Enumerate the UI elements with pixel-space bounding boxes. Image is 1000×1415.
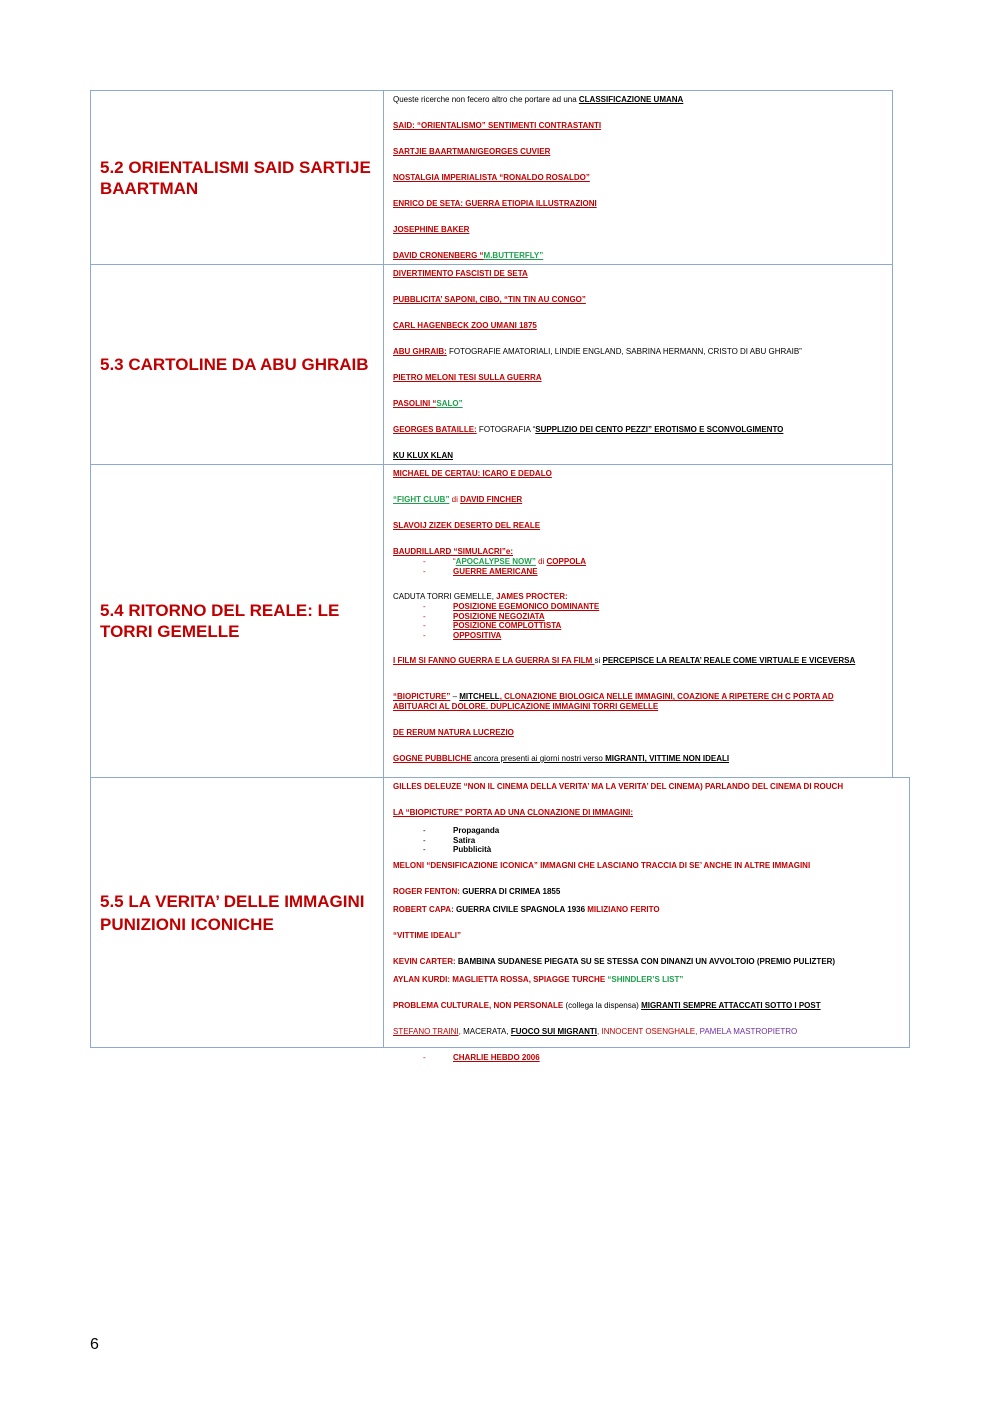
text-run: “FIGHT CLUB”	[393, 495, 450, 504]
line	[393, 521, 892, 531]
list-item	[393, 826, 909, 836]
line	[393, 495, 892, 505]
section-5-5-content	[384, 778, 909, 1062]
list-item	[393, 836, 909, 846]
text-run: POSIZIONE COMPLOTTISTA	[453, 621, 562, 630]
text-run: I FILM SI FANNO GUERRA E LA GUERRA SI FA FILM	[393, 656, 595, 665]
text-run: GOGNE PUBBLICHE	[393, 754, 472, 763]
section-5-2-row	[90, 90, 893, 264]
list-item	[393, 1053, 909, 1063]
line	[393, 399, 892, 409]
text-run: “BIOPICTURE”	[393, 692, 451, 701]
text-run: “SHINDLER’S LIST”	[607, 974, 684, 984]
line	[393, 425, 892, 435]
line	[393, 1027, 909, 1037]
line	[393, 975, 909, 985]
section-5-3-title: 5.3 CARTOLINE DA ABU GHRAIB	[100, 355, 369, 374]
list-item	[393, 845, 909, 855]
text-run: MILIZIANO FERITO	[587, 904, 660, 914]
line	[393, 225, 892, 235]
text-run: FOTOGRAFIE AMATORIALI, LINDIE ENGLAND, SABRINA HERMANN, CRISTO DI ABU GHRAIB”	[446, 347, 802, 356]
text-run: SARTJIE BAARTMAN/GEORGES CUVIER	[393, 147, 551, 156]
section-5-2-title-cell	[91, 91, 384, 264]
line	[393, 469, 892, 479]
list-item-text	[453, 845, 491, 854]
section-5-4-title-cell	[91, 465, 384, 777]
text-run: BAMBINA SUDANESE PIEGATA SU SE STESSA CON DINANZI UN AVVOLTOIO (PREMIO PULIZTER)	[455, 956, 836, 966]
list-item-text	[453, 826, 499, 835]
text-run: ABU GHRAIB:	[393, 347, 447, 356]
list-item-text	[453, 621, 561, 630]
bullet-dash-icon: -	[423, 566, 426, 576]
text-run: STEFANO TRAINI,	[393, 1026, 461, 1036]
text-run: –	[450, 692, 460, 701]
list-item	[393, 612, 892, 622]
text-run: Queste ricerche non fecero altro che portare ad una	[393, 95, 579, 104]
line	[393, 451, 892, 461]
clonazione-sublist	[393, 826, 909, 855]
bullet-dash-icon: -	[423, 845, 426, 854]
line	[393, 861, 909, 871]
text-run: GUERRA CIVILE SPAGNOLA 1936	[453, 904, 588, 914]
line	[393, 173, 892, 183]
text-run: MACERATA,	[460, 1026, 511, 1036]
text-run: di	[449, 495, 461, 504]
text-run: OPPOSITIVA	[453, 630, 502, 640]
section-5-5-title-cell	[91, 778, 384, 1047]
text-run: FOTOGRAFIA “	[476, 425, 536, 434]
line	[393, 728, 892, 738]
text-run: DIVERTIMENTO FASCISTI DE SETA	[393, 269, 528, 278]
section-5-4-content	[384, 465, 892, 777]
text-run: PROBLEMA CULTURALE, NON PERSONALE	[393, 1000, 564, 1010]
text-run: SUPPLIZIO DEI CENTO PEZZI” EROTISMO E SCONVOLGIMENTO	[535, 425, 784, 434]
text-run: FUOCO SUI MIGRANTI	[510, 1026, 598, 1036]
text-run: CHARLIE HEBDO 2006	[453, 1052, 540, 1062]
text-run: , INNOCENT OSENGHALE,	[597, 1026, 700, 1036]
text-run: Satira	[453, 835, 476, 845]
text-run: DAVID CRONENBERG “	[393, 251, 484, 260]
text-run: Propaganda	[453, 826, 500, 835]
section-5-5-row	[90, 777, 910, 1062]
list-item	[393, 621, 892, 631]
text-run: “VITTIME IDEALI”	[393, 930, 461, 940]
line	[393, 269, 892, 279]
list-item-text	[453, 612, 545, 621]
text-run: di	[535, 557, 547, 566]
text-run: PUBBLICITA’ SAPONI, CIBO, “TIN TIN AU CONGO”	[393, 295, 586, 304]
text-run: CARL HAGENBECK ZOO UMANI 1875	[393, 321, 537, 330]
line	[393, 147, 892, 157]
line	[393, 957, 909, 967]
text-run: ROBERT CAPA:	[393, 904, 454, 914]
text-run: CADUTA TORRI GEMELLE,	[393, 592, 497, 601]
baudrillard-sublist	[393, 557, 892, 576]
line	[393, 754, 892, 764]
text-run: ROGER FENTON:	[393, 886, 460, 896]
line	[393, 547, 892, 557]
text-run: APOCALYPSE NOW”	[455, 557, 536, 566]
procter-positions-list	[393, 602, 892, 640]
bullet-dash-icon: -	[423, 557, 426, 566]
text-run: GUERRA DI CRIMEA 1855	[459, 886, 561, 896]
section-5-2-title: 5.2 ORIENTALISMI SAID SARTIJE BAARTMAN	[100, 157, 371, 198]
text-run: (collega la dispensa)	[563, 1000, 642, 1010]
text-run: JAMES PROCTER:	[496, 592, 568, 601]
text-run: , CLONAZIONE BIOLOGICA NELLE IMMAGINI, COAZIONE A RIPETERE CH C PORTA AD ABITUARCI AL DOLORE. DUPLICAZIONE IMMAGINI TORRI GEMELLE	[393, 692, 834, 711]
list-item-text	[453, 557, 586, 566]
text-run: NOSTALGIA IMPERIALISTA “RONALDO ROSALDO”	[393, 173, 590, 182]
line	[393, 1001, 909, 1011]
list-item	[393, 631, 892, 641]
charlie-hebdo-sublist	[393, 1053, 909, 1063]
line	[393, 199, 892, 209]
text-run: CLASSIFICAZIONE UMANA	[578, 95, 684, 104]
text-run: AYLAN KURDI: MAGLIETTA ROSSA, SPIAGGE TURCHE	[393, 974, 608, 984]
text-run: KU KLUX KLAN	[393, 451, 453, 460]
bullet-dash-icon: -	[423, 630, 426, 640]
list-item	[393, 567, 892, 577]
line	[393, 295, 892, 305]
text-run: “	[453, 557, 456, 566]
list-item-text	[453, 836, 475, 845]
text-run: SALO”	[436, 399, 463, 408]
section-5-3-row	[90, 264, 893, 464]
bullet-dash-icon: -	[423, 835, 426, 845]
bullet-dash-icon: -	[423, 1052, 426, 1062]
line	[393, 321, 892, 331]
line	[393, 692, 892, 712]
bullet-dash-icon: -	[423, 826, 426, 835]
list-item-text	[453, 602, 599, 611]
text-run: GUERRE AMERICANE	[453, 566, 538, 576]
line	[393, 656, 892, 666]
section-5-3-title-cell	[91, 265, 384, 464]
text-run: PERCEPISCE LA REALTA’ REALE COME VIRTUALE E VICEVERSA	[602, 656, 856, 665]
text-run: MELONI “DENSIFICAZIONE ICONICA” IMMAGNI CHE LASCIANO TRACCIA DI SE’ ANCHE IN ALTRE IMMAGINI	[393, 860, 811, 870]
line	[393, 905, 909, 915]
section-5-4-title: 5.4 RITORNO DEL REALE: LE TORRI GEMELLE	[100, 601, 340, 641]
text-run: LA “BIOPICTURE” PORTA AD UNA CLONAZIONE DI IMMAGINI:	[393, 808, 633, 817]
section-5-2-content	[384, 91, 892, 264]
text-run: M.BUTTERFLY”	[483, 251, 544, 260]
text-run: KEVIN CARTER:	[393, 956, 456, 966]
text-run: SLAVOIJ ZIZEK DESERTO DEL REALE	[393, 521, 541, 530]
text-run: GEORGES BATAILLE:	[393, 425, 477, 434]
section-5-3-content	[384, 265, 892, 464]
text-run: POSIZIONE EGEMONICO DOMINANTE	[453, 602, 600, 611]
list-item	[393, 602, 892, 612]
line	[393, 95, 892, 105]
text-run: DAVID FINCHER	[460, 495, 523, 504]
line	[393, 931, 909, 941]
section-5-5-title: 5.5 LA VERITA’ DELLE IMMAGINI PUNIZIONI ICONICHE	[100, 891, 365, 934]
text-run: DE RERUM NATURA LUCREZIO	[393, 728, 514, 737]
section-5-4-row	[90, 464, 893, 777]
list-item	[393, 557, 892, 567]
text-run: PIETRO MELONI TESI SULLA GUERRA	[393, 373, 542, 382]
text-run: PASOLINI “	[393, 399, 437, 408]
line	[393, 347, 892, 357]
text-run: COPPOLA	[546, 557, 587, 566]
text-run: MIGRANTI SEMPRE ATTACCATI SOTTO I POST	[641, 1000, 821, 1010]
line	[393, 251, 892, 261]
list-item-text	[453, 631, 501, 640]
line	[393, 782, 909, 792]
line	[393, 373, 892, 383]
text-run: ancora presenti ai giorni nostri verso	[471, 754, 606, 763]
line	[393, 592, 892, 602]
page-number: 6	[90, 1336, 99, 1353]
line	[393, 808, 909, 818]
text-run: BAUDRILLARD “SIMULACRI”e:	[393, 547, 513, 556]
text-run: POSIZIONE NEGOZIATA	[453, 611, 545, 621]
list-item-text	[453, 1053, 540, 1062]
bullet-dash-icon: -	[423, 602, 426, 611]
list-item-text	[453, 567, 538, 576]
text-run: MITCHELL	[459, 692, 500, 701]
text-run: ENRICO DE SETA: GUERRA ETIOPIA ILLUSTRAZIONI	[393, 199, 597, 208]
line	[393, 121, 892, 131]
text-run: si	[594, 656, 603, 665]
text-run: MICHAEL DE CERTAU: ICARO E DEDALO	[393, 469, 552, 478]
text-run: Pubblicità	[453, 845, 492, 854]
text-run: PAMELA MASTROPIETRO	[699, 1026, 798, 1036]
text-run: GILLES DELEUZE “NON IL CINEMA DELLA VERITA’ MA LA VERITA’ DEL CINEMA) PARLANDO DEL CINEMA DI ROUCH	[393, 782, 844, 791]
line	[393, 887, 909, 897]
text-run: MIGRANTI, VITTIME NON IDEALI	[605, 754, 730, 763]
bullet-dash-icon: -	[423, 621, 426, 630]
bullet-dash-icon: -	[423, 611, 426, 621]
text-run: SAID: “ORIENTALISMO” SENTIMENTI CONTRASTANTI	[393, 121, 602, 130]
text-run: JOSEPHINE BAKER	[393, 225, 470, 234]
